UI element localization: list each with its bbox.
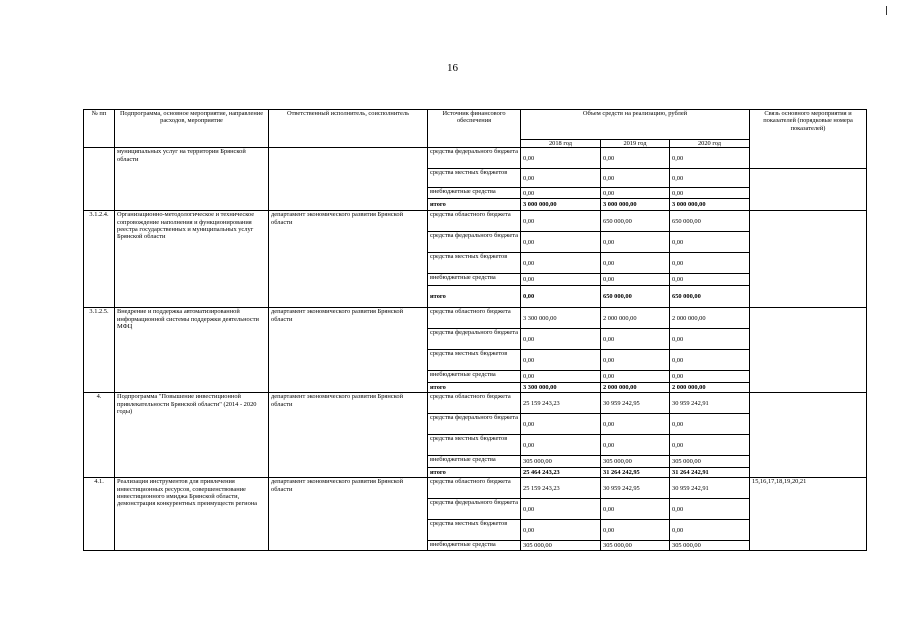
row-source: средства местных бюджетов [428,169,521,188]
row-source: средства местных бюджетов [428,253,521,274]
row-value-2018: 305 000,00 [521,541,601,551]
row-value-2019: 0,00 [601,148,670,169]
row-value-2019: 0,00 [601,371,670,383]
row-value-2019: 305 000,00 [601,456,670,468]
row-value-2020: 30 959 242,91 [670,478,750,499]
row-value-2020: 0,00 [670,499,750,520]
row-program: Организационно-методологическое и техническое сопровождение наполнения и функционирования реестра государственных и муниципальных услуг Брянской области [115,211,269,308]
table-row [84,393,867,414]
row-source: средства федерального бюджета [428,499,521,520]
row-value-2018: 0,00 [521,169,601,188]
row-value-2018: 0,00 [521,188,601,199]
row-value-2019: 3 000 000,00 [601,199,670,211]
row-source: средства областного бюджета [428,393,521,414]
row-source: внебюджетные средства [428,371,521,383]
row-number: 4. [84,393,115,478]
header-source: Источник финансового обеспечения [428,110,521,148]
row-value-2018: 0,00 [521,414,601,435]
row-source: итого [428,286,521,308]
row-value-2018: 0,00 [521,435,601,456]
row-value-2018: 0,00 [521,286,601,308]
row-value-2020: 0,00 [670,350,750,371]
row-value-2019: 31 264 242,95 [601,468,670,478]
row-number [84,148,115,211]
row-value-2018: 3 300 000,00 [521,308,601,329]
table-row [84,478,867,499]
header-year: 2019 год [601,140,670,148]
row-value-2020: 0,00 [670,414,750,435]
row-value-2020: 0,00 [670,435,750,456]
row-source: средства местных бюджетов [428,520,521,541]
row-value-2020: 30 959 242,91 [670,393,750,414]
row-number: 3.1.2.4. [84,211,115,308]
row-value-2020: 0,00 [670,329,750,350]
row-value-2020: 0,00 [670,148,750,169]
row-value-2018: 305 000,00 [521,456,601,468]
row-value-2020: 2 000 000,00 [670,308,750,329]
row-value-2018: 25 159 243,23 [521,478,601,499]
row-value-2020: 650 000,00 [670,286,750,308]
row-value-2018: 0,00 [521,371,601,383]
row-value-2020: 0,00 [670,274,750,286]
header-year: 2018 год [521,140,601,148]
row-value-2018: 0,00 [521,253,601,274]
row-source: средства федерального бюджета [428,414,521,435]
row-value-2019: 650 000,00 [601,286,670,308]
row-program: Подпрограмма "Повышение инвестиционной привлекательности Брянской области" (2014 - 2020 годы) [115,393,269,478]
header-link: Связь основного мероприятия и показателей (порядковые номера показателей) [750,110,867,169]
row-program: Реализация инструментов для привлечения инвестиционных ресурсов, совершенствование инвестиционного имиджа Брянской области, демонстрация конкурентных преимуществ региона [115,478,269,551]
table-row [84,211,867,232]
row-value-2018: 3 000 000,00 [521,199,601,211]
row-value-2019: 305 000,00 [601,541,670,551]
row-program: муниципальных услуг на территории Брянской области [115,148,269,211]
row-value-2020: 2 000 000,00 [670,383,750,393]
row-value-2019: 0,00 [601,520,670,541]
row-value-2019: 0,00 [601,499,670,520]
row-value-2019: 0,00 [601,274,670,286]
header-responsible: Ответственный исполнитель, соисполнитель [269,110,428,148]
header-volume: Объем средств на реализацию, рублей [521,110,750,140]
row-responsible: департамент экономического развития Брянской области [269,308,428,393]
row-source: средства федерального бюджета [428,148,521,169]
row-responsible: департамент экономического развития Брянской области [269,211,428,308]
budget-table [83,109,867,551]
row-indicator-link: 15,16,17,18,19,20,21 [750,478,867,551]
row-source: средства федерального бюджета [428,329,521,350]
row-number: 4.1. [84,478,115,551]
row-indicator-link [750,211,867,308]
row-value-2019: 0,00 [601,253,670,274]
row-value-2018: 0,00 [521,520,601,541]
row-value-2018: 25 464 243,23 [521,468,601,478]
corner-mark [886,6,887,15]
row-value-2019: 0,00 [601,169,670,188]
table-row [84,148,867,169]
row-value-2019: 0,00 [601,435,670,456]
row-value-2018: 0,00 [521,148,601,169]
row-source: средства местных бюджетов [428,350,521,371]
row-value-2019: 2 000 000,00 [601,308,670,329]
row-value-2020: 650 000,00 [670,211,750,232]
row-source: внебюджетные средства [428,541,521,551]
row-source: итого [428,199,521,211]
row-value-2018: 0,00 [521,232,601,253]
row-source: средства областного бюджета [428,478,521,499]
row-responsible [269,148,428,211]
row-value-2020: 31 264 242,91 [670,468,750,478]
row-value-2019: 30 959 242,95 [601,478,670,499]
header-program: Подпрограмма, основное мероприятие, направление расходов, мероприятие [115,110,269,148]
row-value-2019: 0,00 [601,350,670,371]
row-source: средства федерального бюджета [428,232,521,253]
row-source: внебюджетные средства [428,274,521,286]
row-value-2019: 0,00 [601,232,670,253]
row-responsible: департамент экономического развития Брянской области [269,478,428,551]
row-value-2020: 0,00 [670,371,750,383]
row-value-2018: 0,00 [521,329,601,350]
row-value-2018: 3 300 000,00 [521,383,601,393]
row-source: внебюджетные средства [428,188,521,199]
row-value-2019: 2 000 000,00 [601,383,670,393]
page-number: 16 [447,62,458,74]
row-value-2018: 0,00 [521,499,601,520]
row-value-2020: 0,00 [670,169,750,188]
row-source: итого [428,383,521,393]
row-value-2020: 0,00 [670,520,750,541]
row-program: Внедрение и поддержка автоматизированной информационной системы поддержки деятельности МФЦ [115,308,269,393]
row-indicator-link [750,308,867,393]
row-value-2020: 0,00 [670,253,750,274]
header-num: № пп [84,110,115,148]
row-source: средства местных бюджетов [428,435,521,456]
row-source: итого [428,468,521,478]
row-number: 3.1.2.5. [84,308,115,393]
row-value-2018: 0,00 [521,211,601,232]
row-value-2020: 305 000,00 [670,541,750,551]
row-value-2020: 0,00 [670,232,750,253]
table-row [84,308,867,329]
row-value-2019: 0,00 [601,188,670,199]
row-source: средства областного бюджета [428,308,521,329]
row-value-2019: 650 000,00 [601,211,670,232]
row-responsible: департамент экономического развития Брянской области [269,393,428,478]
row-value-2019: 0,00 [601,329,670,350]
row-value-2018: 25 159 243,23 [521,393,601,414]
row-value-2020: 305 000,00 [670,456,750,468]
row-value-2019: 0,00 [601,414,670,435]
row-source: внебюджетные средства [428,456,521,468]
header-year: 2020 год [670,140,750,148]
row-value-2020: 3 000 000,00 [670,199,750,211]
row-value-2019: 30 959 242,95 [601,393,670,414]
row-value-2018: 0,00 [521,274,601,286]
row-indicator-link [750,393,867,478]
row-source: средства областного бюджета [428,211,521,232]
row-value-2020: 0,00 [670,188,750,199]
row-value-2018: 0,00 [521,350,601,371]
